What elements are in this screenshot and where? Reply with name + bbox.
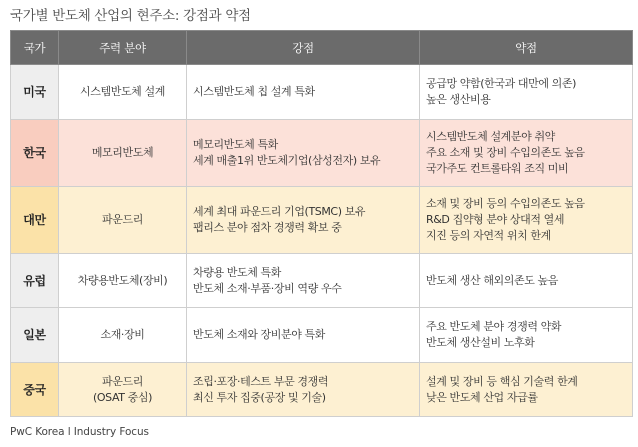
weakness-cell [420, 254, 633, 308]
table-row-taiwan [11, 187, 633, 254]
country-cell: 중국 [11, 363, 59, 417]
field-cell [59, 308, 187, 363]
country-cell: 일본 [11, 308, 59, 363]
field-line: 시스템반도체 설계 [80, 85, 165, 98]
strength-cell [187, 65, 420, 120]
weakness-line: 지진 등의 자연적 위치 한계 [426, 229, 551, 242]
weakness-cell [420, 65, 633, 120]
weakness-line: 반도체 생산 해외의존도 높음 [426, 273, 559, 287]
field-cell [59, 363, 187, 417]
strength-line: 세계 최대 파운드리 기업(TSMC) 보유 [193, 205, 366, 218]
field-line: (OSAT 중심) [93, 390, 152, 404]
weakness-line: 주요 반도체 분야 경쟁력 약화 [426, 320, 562, 333]
weakness-cell [420, 120, 633, 187]
header-weakness: 약점 [420, 31, 633, 65]
weakness-line: 설계 및 장비 등 핵심 기술력 한계 [426, 374, 578, 388]
country-cell: 유럽 [11, 254, 59, 308]
strength-cell [187, 363, 420, 417]
strength-line: 차량용 반도체 특화 [193, 265, 282, 279]
country-cell: 한국 [11, 120, 59, 187]
table-row-europe [11, 254, 633, 308]
header-field: 주력 분야 [59, 31, 187, 65]
strength-line: 세계 매출1위 반도체기업(삼성전자) 보유 [193, 154, 381, 167]
strength-line: 반도체 소재와 장비분야 특화 [193, 328, 326, 341]
table-row-korea [11, 120, 633, 187]
weakness-line: 국가주도 컨트롤타워 조직 미비 [426, 162, 569, 175]
strength-line: 반도체 소재·부품·장비 역량 우수 [193, 281, 342, 295]
table-row-china [11, 363, 633, 417]
weakness-line: 시스템반도체 설계분야 취약 [426, 130, 555, 143]
table-row-usa [11, 65, 633, 120]
field-line: 소재·장비 [100, 328, 145, 341]
field-line: 파운드리 [102, 213, 143, 226]
header-strength: 강점 [187, 31, 420, 65]
strength-line: 팹리스 분야 점차 경쟁력 확보 중 [193, 221, 342, 234]
weakness-line: 소재 및 장비 등의 수입의존도 높음 [426, 197, 585, 210]
footer-source: PwC Korea l Industry Focus [10, 426, 149, 438]
country-cell: 미국 [11, 65, 59, 120]
field-line: 차량용반도체(장비) [77, 273, 168, 287]
strength-line: 시스템반도체 칩 설계 특화 [193, 85, 315, 98]
header-country: 국가 [11, 31, 59, 65]
strength-line: 최신 투자 집중(공장 및 기술) [193, 390, 326, 404]
weakness-line: 반도체 생산설비 노후화 [426, 336, 535, 349]
weakness-line: 낮은 반도체 산업 자급률 [426, 390, 538, 404]
strength-line: 메모리반도체 특화 [193, 138, 278, 151]
field-cell [59, 120, 187, 187]
strength-cell [187, 187, 420, 254]
strength-cell [187, 254, 420, 308]
weakness-cell [420, 187, 633, 254]
field-cell [59, 254, 187, 308]
table-header-row [11, 31, 633, 65]
field-cell [59, 187, 187, 254]
weakness-line: R&D 집약형 분야 상대적 열세 [426, 213, 565, 226]
weakness-line: 주요 소재 및 장비 수입의존도 높음 [426, 146, 585, 159]
table-row-japan [11, 308, 633, 363]
strength-line: 조립·포장·테스트 부문 경쟁력 [193, 374, 329, 388]
field-cell [59, 65, 187, 120]
weakness-line: 높은 생산비용 [426, 93, 491, 106]
country-comparison-table [10, 30, 633, 417]
strength-cell [187, 308, 420, 363]
weakness-cell [420, 363, 633, 417]
weakness-line: 공급망 약함(한국과 대만에 의존) [426, 77, 577, 90]
page-title: 국가별 반도체 산업의 현주소: 강점과 약점 [10, 8, 251, 24]
field-line: 파운드리 [102, 374, 143, 388]
weakness-cell [420, 308, 633, 363]
strength-cell [187, 120, 420, 187]
field-line: 메모리반도체 [91, 146, 154, 159]
country-cell: 대만 [11, 187, 59, 254]
